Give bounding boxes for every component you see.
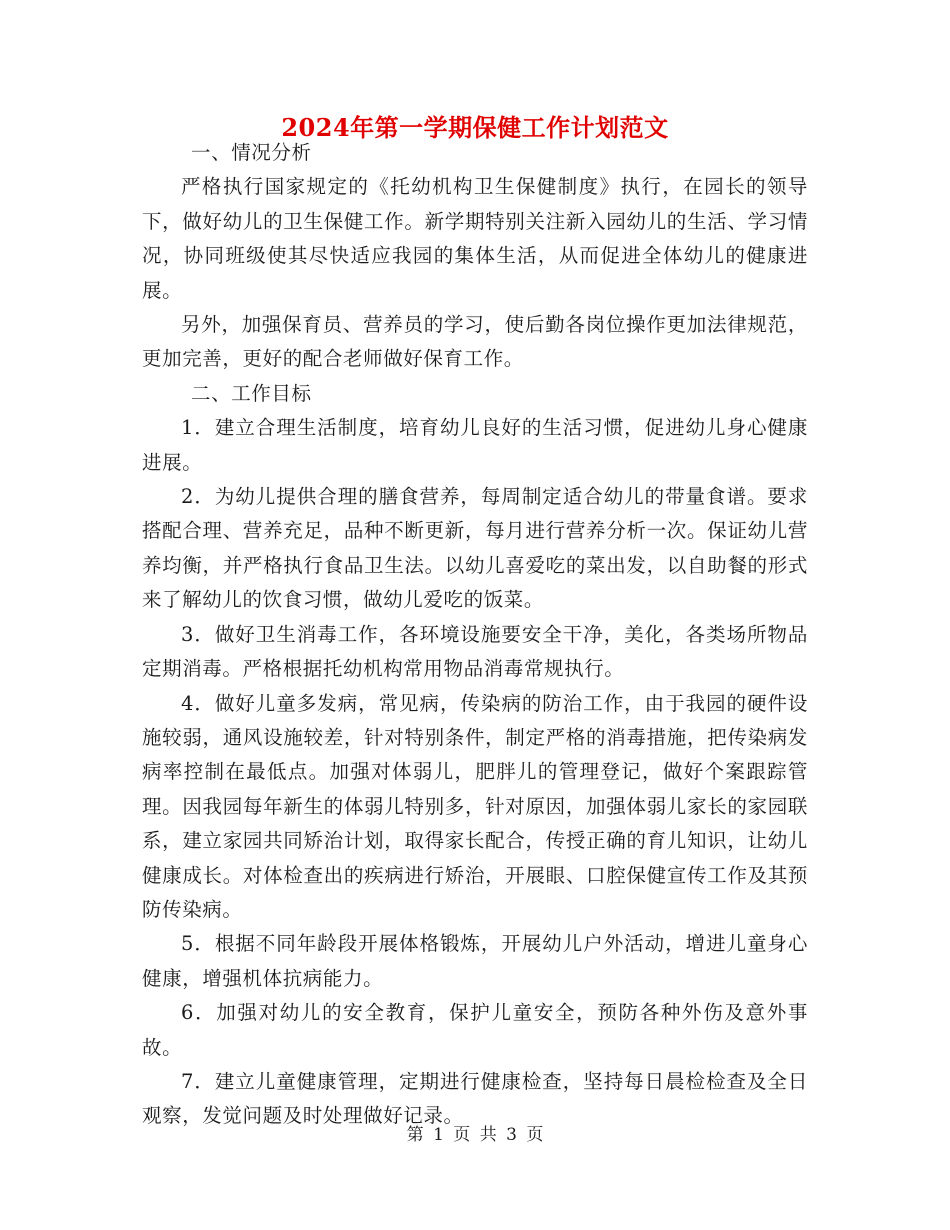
section-heading-goals: 二、工作目标 (191, 381, 312, 405)
document-body (142, 136, 808, 1134)
goal-item-5: 5．根据不同年龄段开展体格锻炼，开展幼儿户外活动，增进儿童身心健康，增强机体抗病能力。 (142, 932, 808, 990)
goal-item-1: 1．建立合理生活制度，培育幼儿良好的生活习惯，促进幼儿身心健康进展。 (142, 416, 808, 474)
paragraph-situation-1: 严格执行国家规定的《托幼机构卫生保健制度》执行，在园长的领导下，做好幼儿的卫生保健工作。新学期特别关注新入园幼儿的生活、学习情况，协同班级使其尽快适应我园的集体生活，从而促进全体幼儿的健康进展。 (142, 175, 808, 302)
goal-item-7: 7．建立儿童健康管理，定期进行健康检查，坚持每日晨检检查及全日观察，发觉问题及时处理做好记录。 (142, 1069, 808, 1128)
page-number-footer: 第 1 页 共 3 页 (406, 1125, 544, 1145)
paragraph-situation-2: 另外，加强保育员、营养员的学习，使后勤各岗位操作更加法律规范，更加完善，更好的配合老师做好保育工作。 (142, 313, 808, 371)
goal-item-4: 4．做好儿童多发病，常见病，传染病的防治工作，由于我园的硬件设施较弱，通风设施较差，针对特别条件，制定严格的消毒措施，把传染病发病率控制在最低点。加强对体弱儿，肥胖儿的管理登记，做好个案跟踪管理。因我园每年新生的体弱儿特别多，针对原因，加强体弱儿家长的家园联系，建立家园共同矫治计划，取得家长配合，传授正确的育儿知识，让幼儿健康成长。对体检查出的疾病进行矫治，开展眼、口腔保健宣传工作及其预防传染病。 (142, 691, 808, 921)
section-heading-situation: 一、情况分析 (191, 141, 312, 164)
goal-item-6: 6．加强对幼儿的安全教育，保护儿童安全，预防各种外伤及意外事故。 (142, 1001, 808, 1059)
document-title: 2024年第一学期保健工作计划范文 (281, 113, 669, 142)
goal-item-3: 3．做好卫生消毒工作，各环境设施要安全干净，美化，各类场所物品定期消毒。严格根据托幼机构常用物品消毒常规执行。 (142, 622, 808, 681)
goal-item-2: 2．为幼儿提供合理的膳食营养，每周制定适合幼儿的带量食谱。要求搭配合理、营养充足，品种不断更新，每月进行营养分析一次。保证幼儿营养均衡，并严格执行食品卫生法。以幼儿喜爱吃的菜出发，以自助餐的形式来了解幼儿的饮食习惯，做幼儿爱吃的饭菜。 (142, 485, 808, 612)
